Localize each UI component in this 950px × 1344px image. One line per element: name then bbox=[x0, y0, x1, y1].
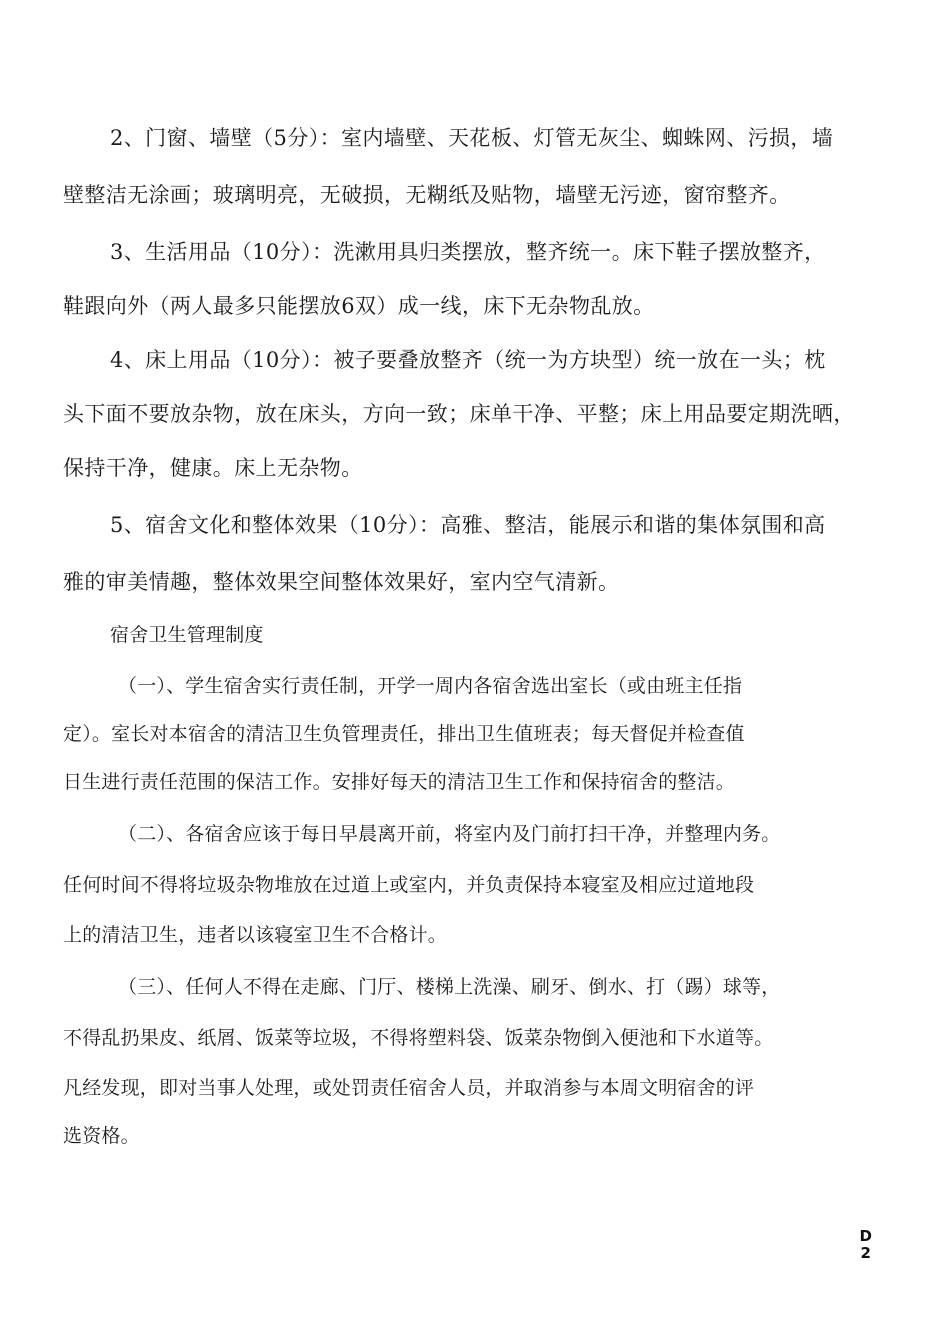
paragraph-line: （二）、各宿舍应该于每日早晨离开前，将室内及门前打扫干净，并整理内务。 bbox=[118, 823, 781, 845]
paragraph-line: 头下面不要放杂物，放在床头，方向一致；床单干净、平整；床上用品要定期洗晒， bbox=[63, 402, 855, 426]
paragraph-line: （三）、任何人不得在走廊、门厅、楼梯上洗澡、刷牙、倒水、打（踢）球等， bbox=[118, 976, 781, 998]
paragraph-line: 4、床上用品（10分）：被子要叠放整齐（统一为方块型）统一放在一头；枕 bbox=[110, 348, 826, 372]
section-heading: 宿舍卫生管理制度 bbox=[110, 624, 264, 646]
paragraph-line: 选资格。 bbox=[63, 1125, 140, 1147]
paragraph-line: 壁整洁无涂画；玻璃明亮，无破损，无糊纸及贴物，墙壁无污迹，窗帘整齐。 bbox=[63, 183, 791, 207]
paragraph-line: 上的清洁卫生，违者以该寝室卫生不合格计。 bbox=[63, 924, 448, 946]
paragraph-line: 雅的审美情趣，整体效果空间整体效果好，室内空气清新。 bbox=[63, 570, 620, 594]
paragraph-line: 定）。室长对本宿舍的清洁卫生负管理责任，排出卫生值班表；每天督促并检查值 bbox=[63, 723, 745, 745]
paragraph-line: 任何时间不得将垃圾杂物堆放在过道上或室内，并负责保持本寝室及相应过道地段 bbox=[63, 874, 755, 896]
page-mark-letter: D bbox=[859, 1227, 872, 1245]
page-number-mark bbox=[860, 1228, 872, 1262]
paragraph-line: 2、门窗、墙壁（5分）：室内墙壁、天花板、灯管无灰尘、蜘蛛网、污损，墙 bbox=[110, 126, 834, 150]
paragraph-line: 日生进行责任范围的保洁工作。安排好每天的清洁卫生工作和保持宿舍的整洁。 bbox=[63, 771, 736, 793]
paragraph-line: （一）、学生宿舍实行责任制，开学一周内各宿舍选出室长（或由班主任指 bbox=[118, 675, 743, 697]
paragraph-line: 鞋跟向外（两人最多只能摆放6双）成一线，床下无杂物乱放。 bbox=[63, 294, 655, 318]
page-number: 2 bbox=[860, 1244, 871, 1262]
paragraph-line: 不得乱扔果皮、纸屑、饭菜等垃圾，不得将塑料袋、饭菜杂物倒入便池和下水道等。 bbox=[63, 1027, 774, 1049]
paragraph-line: 3、生活用品（10分）：洗漱用具归类摆放，整齐统一。床下鞋子摆放整齐， bbox=[110, 240, 826, 264]
paragraph-line: 5、宿舍文化和整体效果（10分）：高雅、整洁，能展示和谐的集体氛围和高 bbox=[110, 513, 826, 537]
paragraph-line: 保持干净，健康。床上无杂物。 bbox=[63, 456, 363, 480]
paragraph-line: 凡经发现，即对当事人处理，或处罚责任宿舍人员，并取消参与本周文明宿舍的评 bbox=[63, 1077, 755, 1099]
